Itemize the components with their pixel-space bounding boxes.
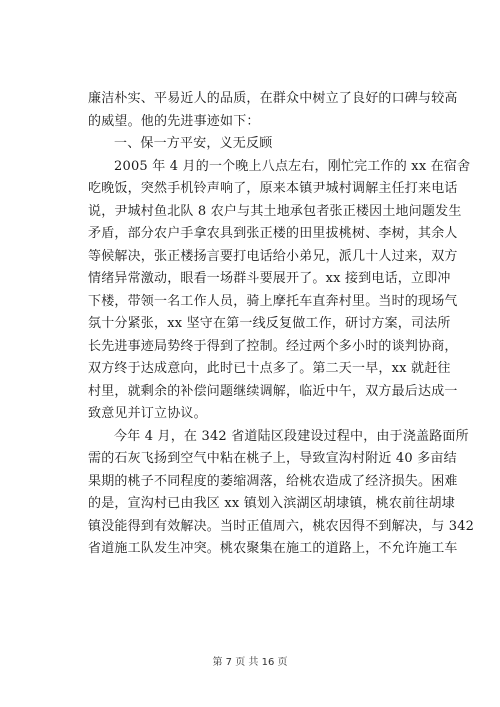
text-line: 省道施工队发生冲突。桃农聚集在施工的道路上，不允许施工车 [88,541,458,556]
document-body [88,88,475,561]
text-line: 需的石灰飞扬到空气中粘在桃子上，导致宣沟村附近 40 多亩结 [88,451,457,466]
text-line: 村里，就剩余的补偿问题继续调解，临近中午，双方最后达成一 [88,383,458,399]
text-line: 双方终于达成意向，此时已十点多了。第二天一早，xx 就赶往 [88,361,451,376]
text-line: 长先进事迹局势终于得到了控制。经过两个多小时的谈判协商， [88,338,458,354]
text-line: 氛十分紧张，xx 坚守在第一线反复做工作，研讨方案，司法所 [88,316,451,331]
text-line: 等候解决，张正楼扬言要打电话给小弟兄，派几十人过来，双方 [88,248,458,264]
text-line: 果期的桃子不同程度的萎缩凋落，给桃农造成了经济损失。困难 [88,473,458,489]
text-line: 2005 年 4 月的一个晚上八点左右，刚忙完工作的 xx 在宿舍 [114,158,471,174]
text-line: 说，尹城村鱼北队 8 农户与其土地承包者张正楼因土地问题发生 [88,203,462,219]
text-line: 致意见并订立协议。 [88,406,207,421]
section-heading: 一、保一方平安，义无反顾 [114,136,273,151]
page-number-footer: 第 7 页 共 16 页 [212,657,288,668]
text-line: 的威望。他的先进事迹如下： [88,113,260,129]
text-line: 镇没能得到有效解决。当时正值周六，桃农因得不到解决，与 342 [88,518,475,534]
text-line: 的是，宣沟村已由我区 xx 镇划入滨湖区胡埭镇，桃农前往胡埭 [88,496,455,511]
text-line: 矛盾，部分农户手拿农具到张正楼的田里拔桃树、李树，其余人 [88,226,458,241]
text-line: 情绪异常激动，眼看一场群斗要展开了。xx 接到电话，立即冲 [88,271,451,286]
text-line: 下楼，带领一名工作人员，骑上摩托车直奔村里。当时的现场气 [88,293,458,309]
text-line: 廉洁朴实、平易近人的品质，在群众中树立了良好的口碑与较高 [88,91,458,106]
text-line: 吃晚饭，突然手机铃声响了，原来本镇尹城村调解主任打来电话 [88,181,458,196]
text-line: 今年 4 月，在 342 省道陆区段建设过程中，由于浇盖路面所 [114,428,469,444]
